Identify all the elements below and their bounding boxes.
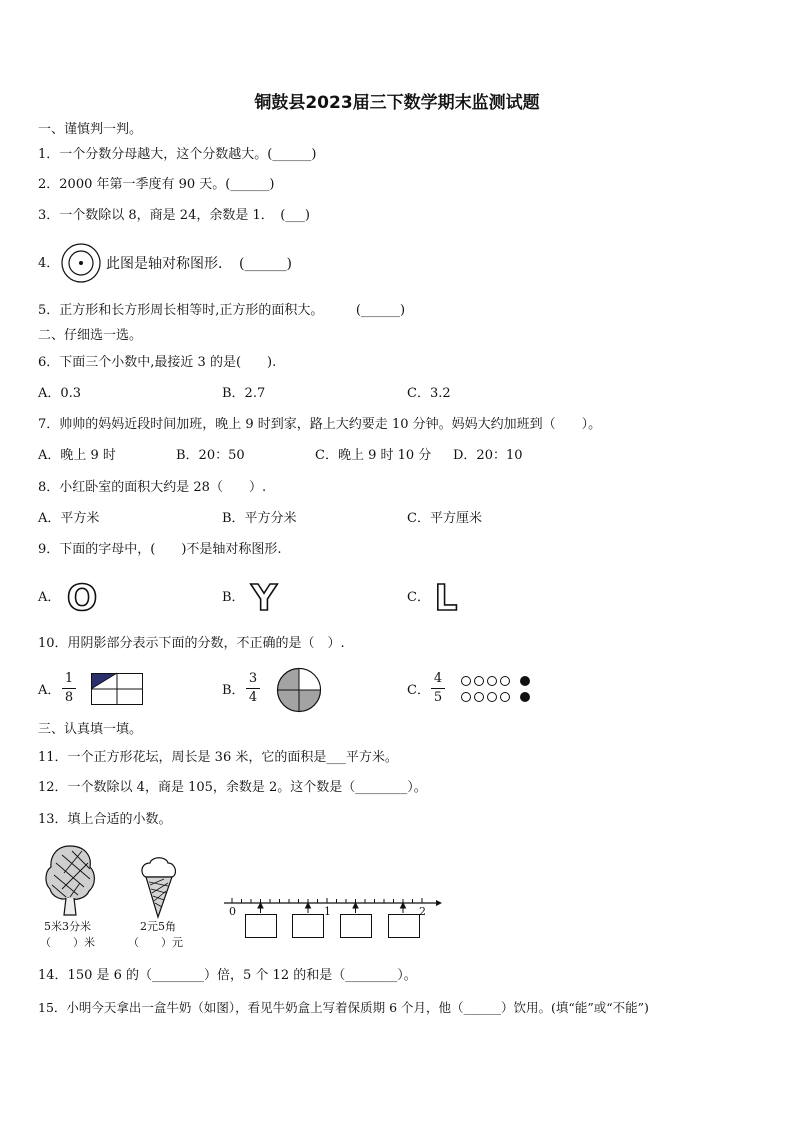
- rectangle-shaded-eighth: [91, 673, 143, 705]
- letter-o-outline: [62, 578, 102, 619]
- q8-option-b: B．平方分米: [222, 511, 297, 526]
- question-4-number: 4．: [38, 256, 60, 271]
- section-heading-choose: 二、仔细选一选。: [38, 328, 143, 343]
- fraction-four-fifths: [431, 672, 445, 705]
- q10-option-a: A．: [38, 683, 61, 698]
- page-title: 铜鼓县2023届三下数学期末监测试题: [254, 93, 540, 113]
- fraction-three-quarters: [246, 672, 260, 705]
- question-1: 1．一个分数分母越大，这个分数越大。(______): [38, 147, 317, 162]
- section-heading-fill: 三、认真填一填。: [38, 722, 143, 737]
- question-11: 11．一个正方形花坛，周长是 36 米，它的面积是___平方米。: [38, 750, 398, 765]
- q8-option-a: A．平方米: [38, 511, 100, 526]
- q6-option-b: B．2.7: [222, 386, 266, 401]
- letter-y-outline: [244, 578, 284, 619]
- question-10: 10．用阴影部分表示下面的分数，不正确的是（ ）.: [38, 636, 345, 651]
- fraction-denominator: 5: [433, 690, 443, 705]
- question-13: 13．填上合适的小数。: [38, 812, 172, 827]
- q9-option-a: A．: [38, 590, 61, 605]
- q6-option-c: C．3.2: [407, 386, 451, 401]
- question-2: 2．2000 年第一季度有 90 天。(______): [38, 177, 275, 192]
- q8-option-c: C．平方厘米: [407, 511, 482, 526]
- letter-l: L: [434, 578, 458, 619]
- q7-option-d: D．20：10: [453, 448, 523, 463]
- tree-illustration: [42, 843, 98, 917]
- q7-option-a: A．晚上 9 时: [38, 448, 116, 463]
- question-12: 12．一个数除以 4，商是 105，余数是 2。这个数是（________）。: [38, 780, 427, 795]
- ice-cream-answer-blank: （ ）元: [128, 936, 183, 949]
- fraction-denominator: 4: [248, 690, 258, 705]
- question-3: 3．一个数除以 8，商是 24，余数是 1． (___): [38, 208, 310, 223]
- fraction-numerator: 1: [64, 671, 74, 686]
- fraction-numerator: 3: [248, 671, 258, 686]
- question-5: 5．正方形和长方形周长相等时,正方形的面积大。 (______): [38, 303, 406, 318]
- q10-option-b: B．: [222, 683, 245, 698]
- number-line-answer-box[interactable]: [340, 914, 372, 938]
- section-heading-judge: 一、谨慎判一判。: [38, 122, 143, 137]
- letter-o: O: [66, 578, 98, 619]
- dot-array-figure: [461, 675, 535, 705]
- q10-option-c: C．: [407, 683, 430, 698]
- circle-three-quarters-shaded: [276, 667, 322, 713]
- concentric-circle-figure: [58, 243, 104, 283]
- fraction-one-eighth: [62, 672, 76, 705]
- letter-l-outline: [428, 578, 468, 619]
- letter-y: Y: [250, 578, 278, 619]
- question-6: 6．下面三个小数中,最接近 3 的是( ).: [38, 355, 277, 370]
- question-14: 14．150 是 6 的（________）倍，5 个 12 的和是（________）。: [38, 968, 417, 983]
- number-line-tick-2: 2: [419, 905, 426, 918]
- question-7: 7．帅帅的妈妈近段时间加班，晚上 9 时到家，路上大约要走 10 分钟。妈妈大约加班到（ ）。: [38, 417, 602, 432]
- number-line-answer-box[interactable]: [388, 914, 420, 938]
- ice-cream-illustration: [138, 855, 180, 919]
- fraction-denominator: 8: [64, 690, 74, 705]
- question-9: 9．下面的字母中，( )不是轴对称图形.: [38, 542, 282, 557]
- fraction-numerator: 4: [433, 671, 443, 686]
- number-line-answer-box[interactable]: [245, 914, 277, 938]
- number-line-tick-1: 1: [324, 905, 331, 918]
- question-15: 15．小明今天拿出一盒牛奶（如图），看见牛奶盒上写着保质期 6 个月，他（______）饮用。(填“能”或“不能”): [38, 1000, 649, 1015]
- q9-option-c: C．: [407, 590, 430, 605]
- q6-option-a: A．0.3: [38, 386, 82, 401]
- question-4-text: 此图是轴对称图形． (______): [106, 256, 292, 272]
- q7-option-c: C．晚上 9 时 10 分: [315, 448, 432, 463]
- number-line-tick-0: 0: [229, 905, 236, 918]
- question-8: 8．小红卧室的面积大约是 28（ ）.: [38, 480, 267, 495]
- number-line: [222, 893, 444, 913]
- tree-answer-blank: （ ）米: [40, 936, 95, 949]
- ice-cream-price-label: 2元5角: [140, 920, 176, 933]
- q9-option-b: B．: [222, 590, 245, 605]
- number-line-answer-box[interactable]: [292, 914, 324, 938]
- tree-height-label: 5米3分米: [44, 920, 91, 933]
- q7-option-b: B．20：50: [176, 448, 245, 463]
